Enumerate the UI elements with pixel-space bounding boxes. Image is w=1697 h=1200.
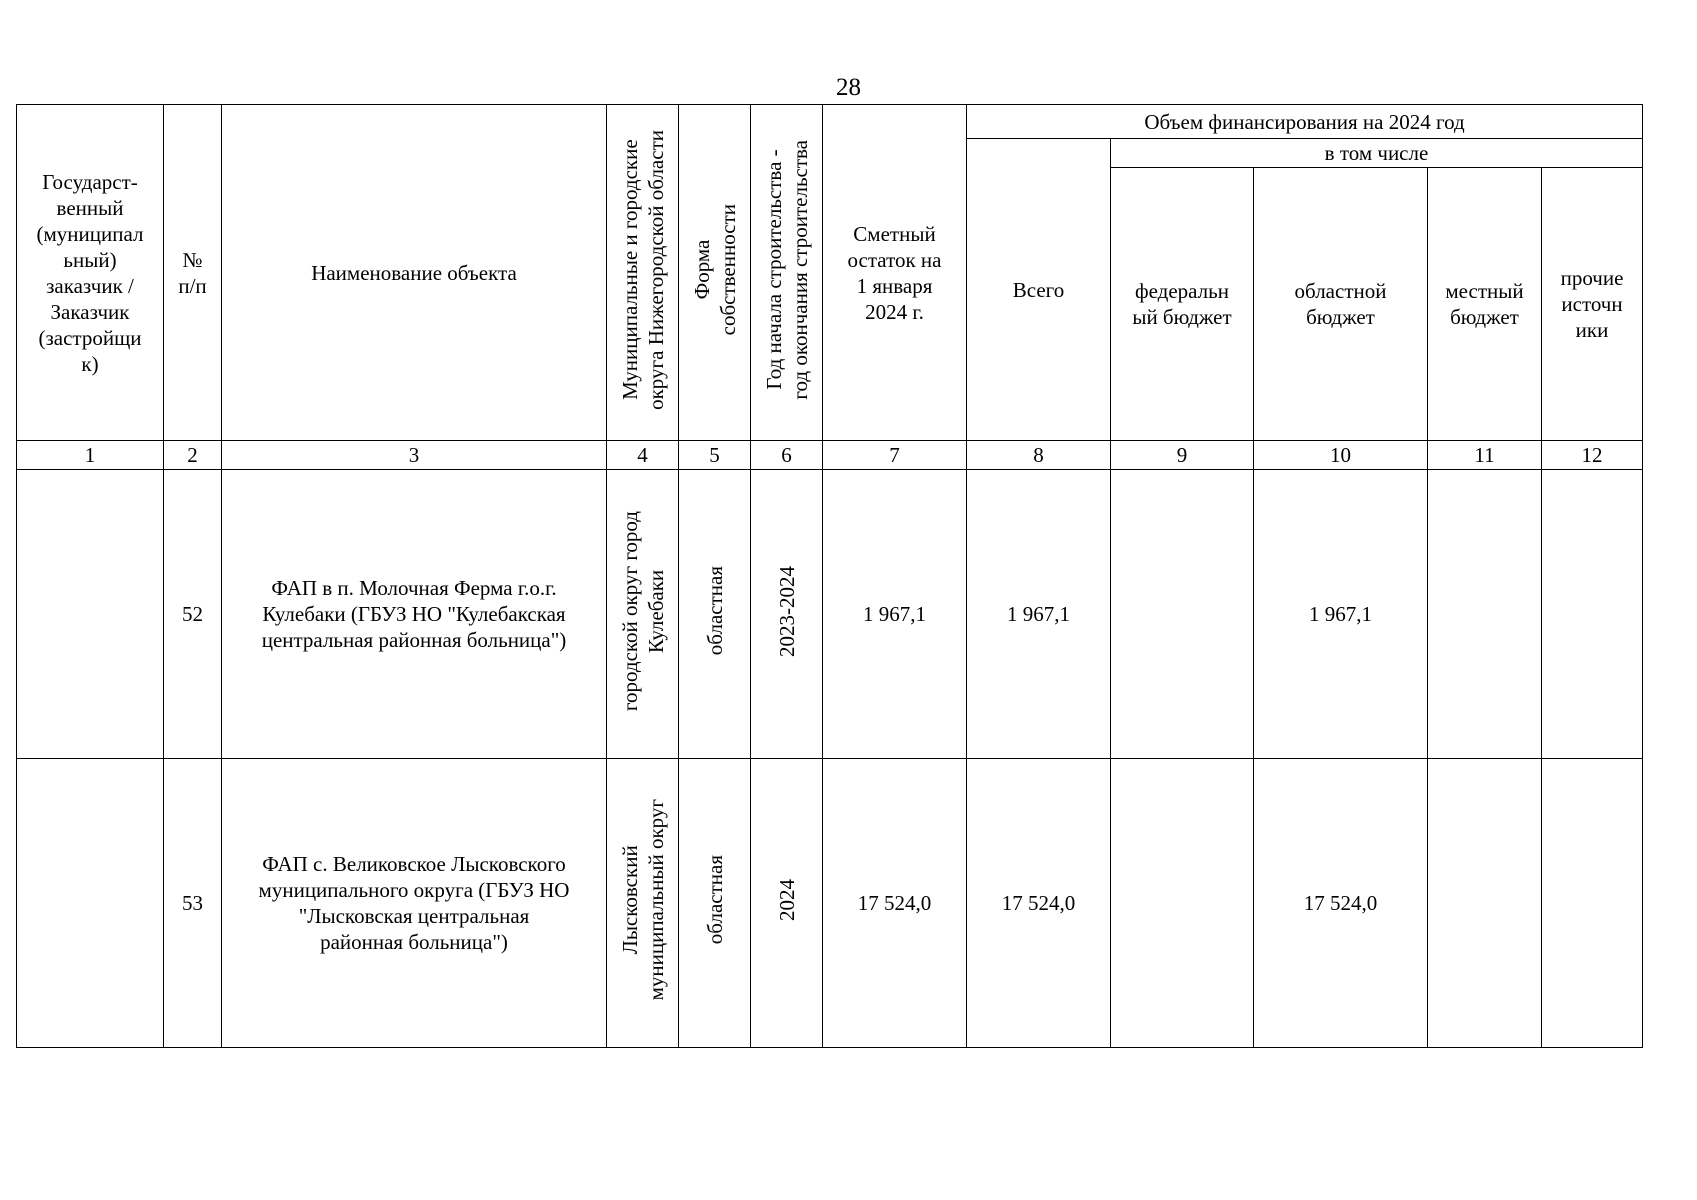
header-other: прочие источн ики [1542,168,1643,441]
row-object-name: ФАП с. Великовское Лысковского муниципального округа (ГБУЗ НО "Лысковская центральная районная больница") [222,759,607,1048]
header-object-name: Наименование объекта [222,105,607,441]
header-years: Год начала строительства - год окончания строительства [761,139,812,400]
row-other [1542,470,1643,759]
column-number: 4 [607,441,679,470]
page-number: 28 [836,74,861,101]
header-regional: областной бюджет [1254,168,1428,441]
header-including: в том числе [1111,139,1643,168]
column-number: 10 [1254,441,1428,470]
row-local [1428,470,1542,759]
row-years-cell [751,759,823,1048]
row-years: 2024 [774,879,799,921]
row-customer [17,470,164,759]
row-customer [17,759,164,1048]
column-number: 9 [1111,441,1254,470]
row-municipality-cell [607,759,679,1048]
header-municipality: Муниципальные и городские округа Нижегородской области [617,129,668,410]
row-years: 2023-2024 [774,565,799,657]
column-number-row [17,441,1643,470]
row-estimate: 17 524,0 [823,759,967,1048]
row-municipality: городской округ город Кулебаки [617,510,668,712]
header-row-1 [17,105,1643,139]
row-total: 1 967,1 [967,470,1111,759]
row-municipality-cell [607,470,679,759]
column-number: 6 [751,441,823,470]
row-ownership-cell [679,470,751,759]
row-regional: 17 524,0 [1254,759,1428,1048]
row-ownership: областная [702,566,727,656]
row-local [1428,759,1542,1048]
column-number: 5 [679,441,751,470]
column-number: 8 [967,441,1111,470]
column-number: 2 [164,441,222,470]
header-customer: Государст- венный (муниципал ьный) заказчик / Заказчик (застройщи к) [17,105,164,441]
column-number: 3 [222,441,607,470]
header-total: Всего [967,139,1111,441]
column-number: 12 [1542,441,1643,470]
column-number: 7 [823,441,967,470]
header-local: местный бюджет [1428,168,1542,441]
table-row [17,470,1643,759]
header-municipality-cell [607,105,679,441]
row-total: 17 524,0 [967,759,1111,1048]
row-estimate: 1 967,1 [823,470,967,759]
row-object-name: ФАП в п. Молочная Ферма г.о.г. Кулебаки (ГБУЗ НО "Кулебакская центральная районная больница") [222,470,607,759]
header-ownership-cell [679,105,751,441]
row-years-cell [751,470,823,759]
row-ownership-cell [679,759,751,1048]
column-number: 11 [1428,441,1542,470]
financing-table [16,104,1643,1048]
row-ownership: областная [702,855,727,945]
column-number: 1 [17,441,164,470]
header-index: № п/п [164,105,222,441]
row-federal [1111,759,1254,1048]
row-other [1542,759,1643,1048]
row-federal [1111,470,1254,759]
header-federal: федеральн ый бюджет [1111,168,1254,441]
row-index: 52 [164,470,222,759]
table-row [17,759,1643,1048]
header-estimate-balance: Сметный остаток на 1 января 2024 г. [823,105,967,441]
header-years-cell [751,105,823,441]
header-ownership: Форма собственности [689,203,740,336]
header-financing-title: Объем финансирования на 2024 год [967,105,1643,139]
row-index: 53 [164,759,222,1048]
row-regional: 1 967,1 [1254,470,1428,759]
row-municipality: Лысковский муниципальный округ [617,799,668,1001]
